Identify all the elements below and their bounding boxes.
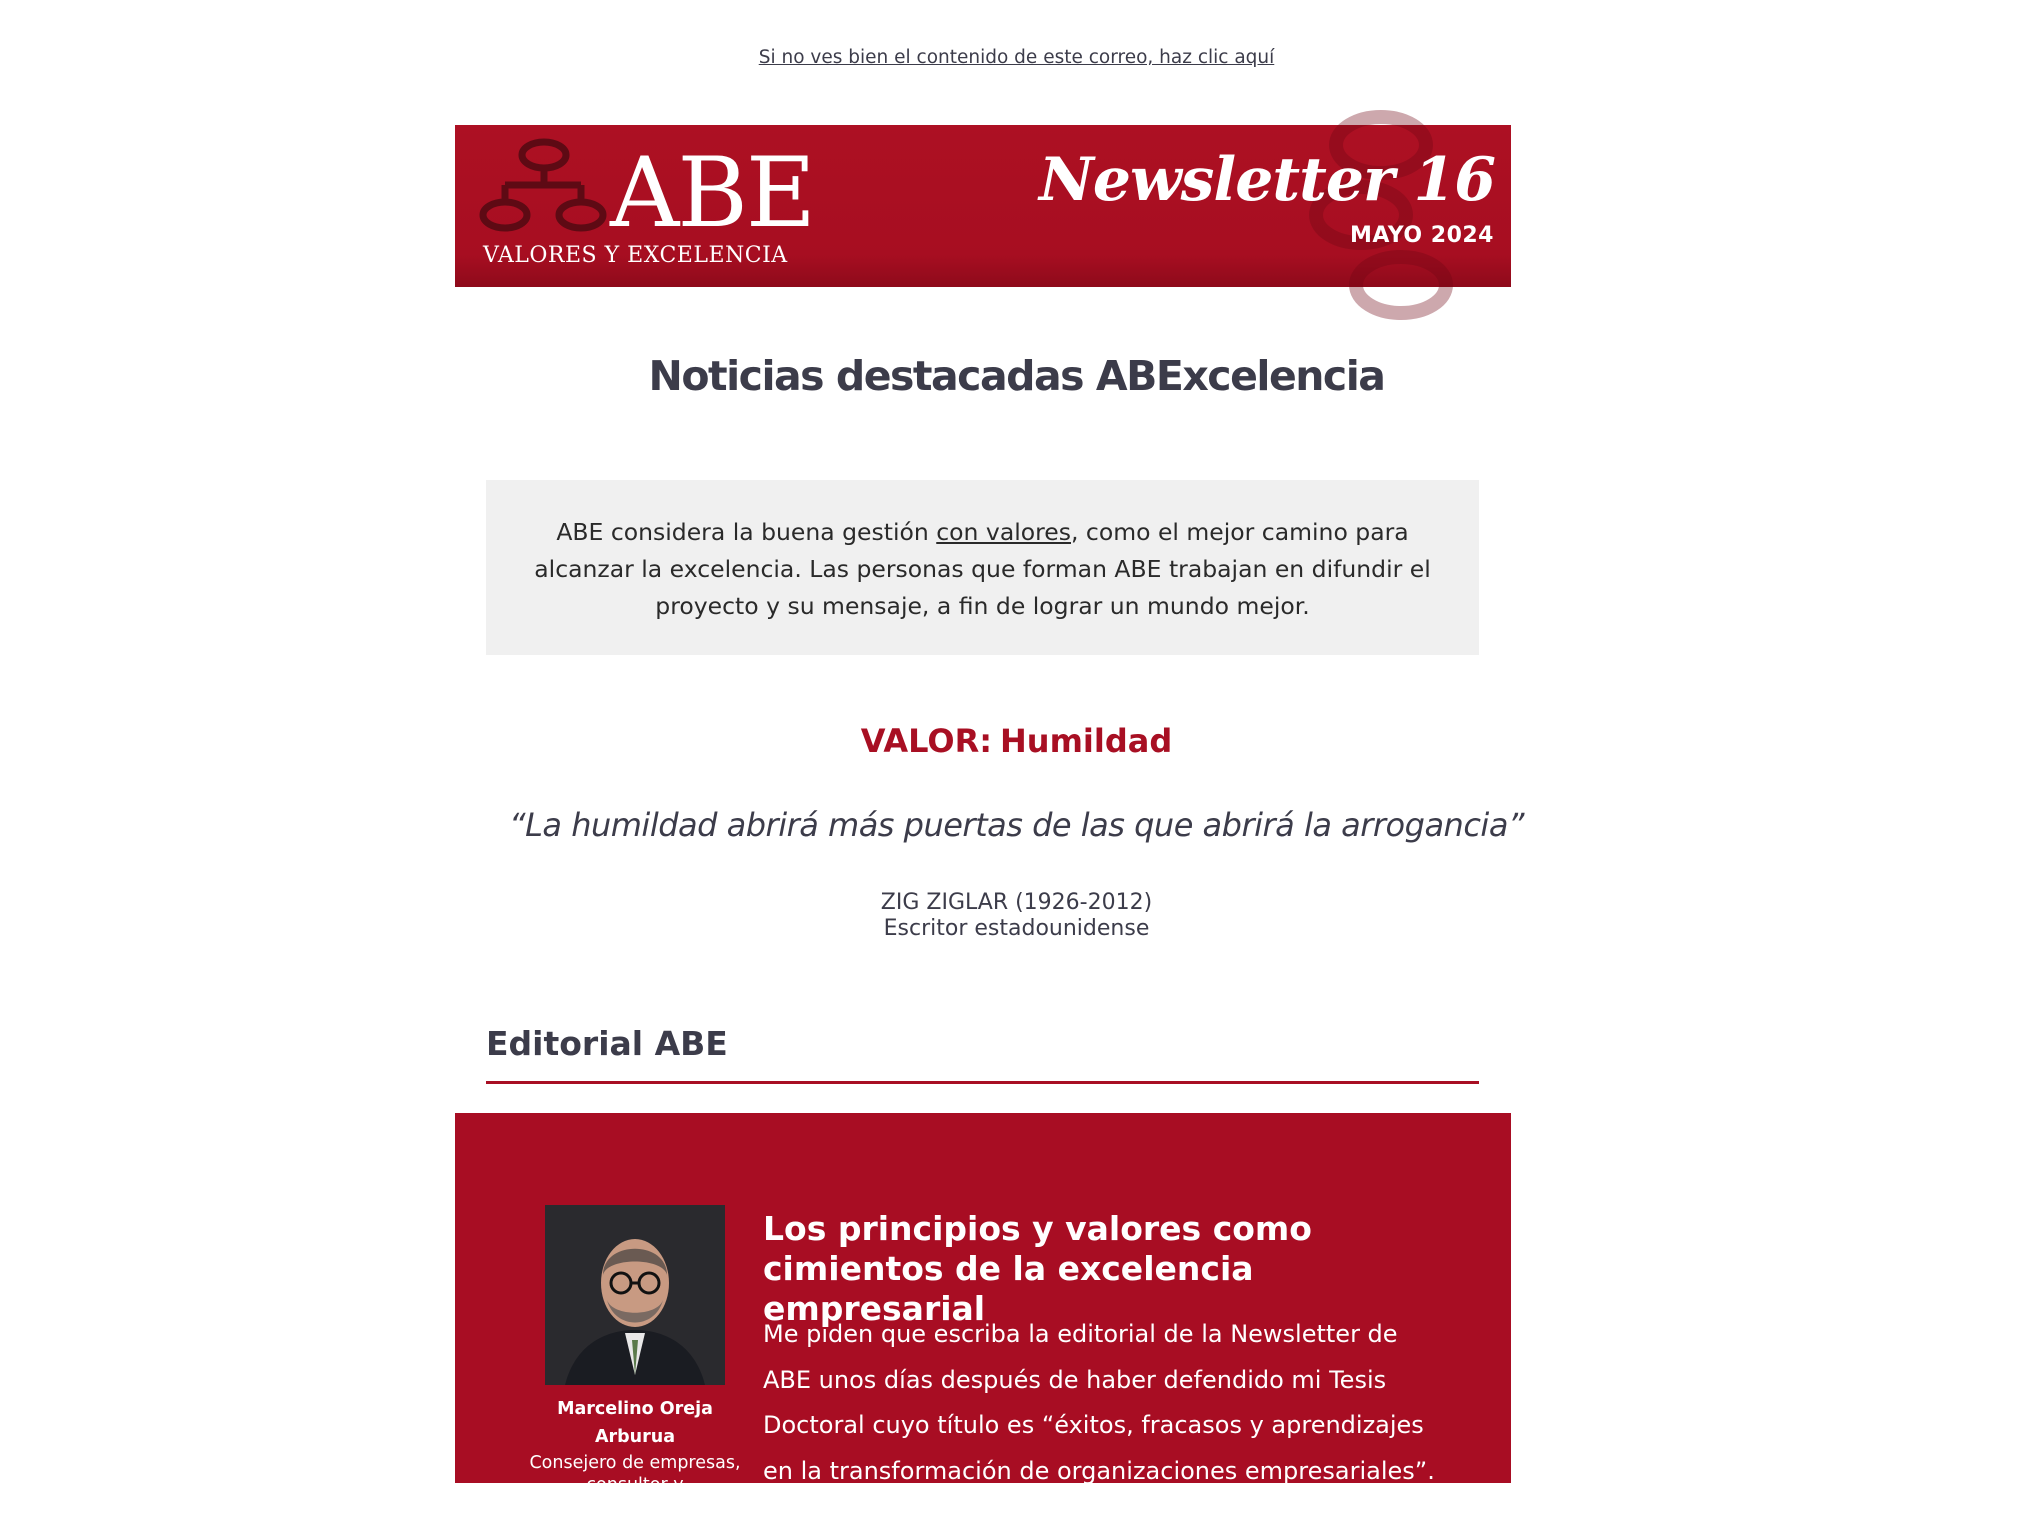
author-portrait-icon <box>545 1205 725 1385</box>
quote-author-description: Escritor estadounidense <box>883 916 1150 941</box>
page-headline: Noticias destacadas ABExcelencia <box>648 352 1385 400</box>
editorial-title: Los principios y valores como cimientos de la excelencia empresarial <box>763 1209 1312 1328</box>
value-of-month-title <box>0 722 2033 760</box>
intro-text-start: ABE considera la buena gestión <box>556 518 937 546</box>
abe-org-chart-icon <box>481 135 606 245</box>
intro-box <box>486 480 1479 655</box>
value-name: Humildad <box>1000 722 1173 760</box>
author-role: Consejero de empresas, consultor y <box>529 1453 741 1495</box>
value-quote: “La humildad abrirá más puertas de las que abrirá la arrogancia” <box>509 806 1524 844</box>
value-label: VALOR: <box>860 722 992 760</box>
editorial-card <box>455 1113 1511 1530</box>
newsletter-banner <box>455 125 1511 287</box>
view-in-browser-link[interactable]: Si no ves bien el contenido de este correo, haz clic aquí <box>758 47 1275 68</box>
quote-author-name: ZIG ZIGLAR (1926-2012) <box>880 890 1153 915</box>
newsletter-date: MAYO 2024 <box>1349 223 1494 248</box>
editorial-section-heading: Editorial ABE <box>486 1024 1479 1084</box>
values-link[interactable]: con valores <box>936 518 1071 546</box>
author-name: Marcelino Oreja Arburua <box>557 1399 713 1447</box>
view-in-browser-row <box>0 47 2033 68</box>
newsletter-title: Newsletter 16 <box>1038 145 1495 215</box>
author-avatar <box>545 1205 725 1385</box>
quote-author <box>0 890 2033 942</box>
editorial-body: Me piden que escriba la editorial de la Newsletter de ABE unos días después de haber defendido mi Tesis Doctoral cuyo título es “éxitos, fracasos y aprendizajes en la transformación de organizaciones empresariales”. En el <box>763 1320 1435 1530</box>
abe-logo-text: ABE <box>610 137 814 249</box>
abe-tagline: VALORES Y EXCELENCIA <box>483 243 788 268</box>
intro-text-end: , como el mejor camino para alcanzar la excelencia. Las personas que forman ABE trabajan en difundir el proyecto y su mensaje, a fin de lograr un mundo mejor. <box>534 518 1431 620</box>
